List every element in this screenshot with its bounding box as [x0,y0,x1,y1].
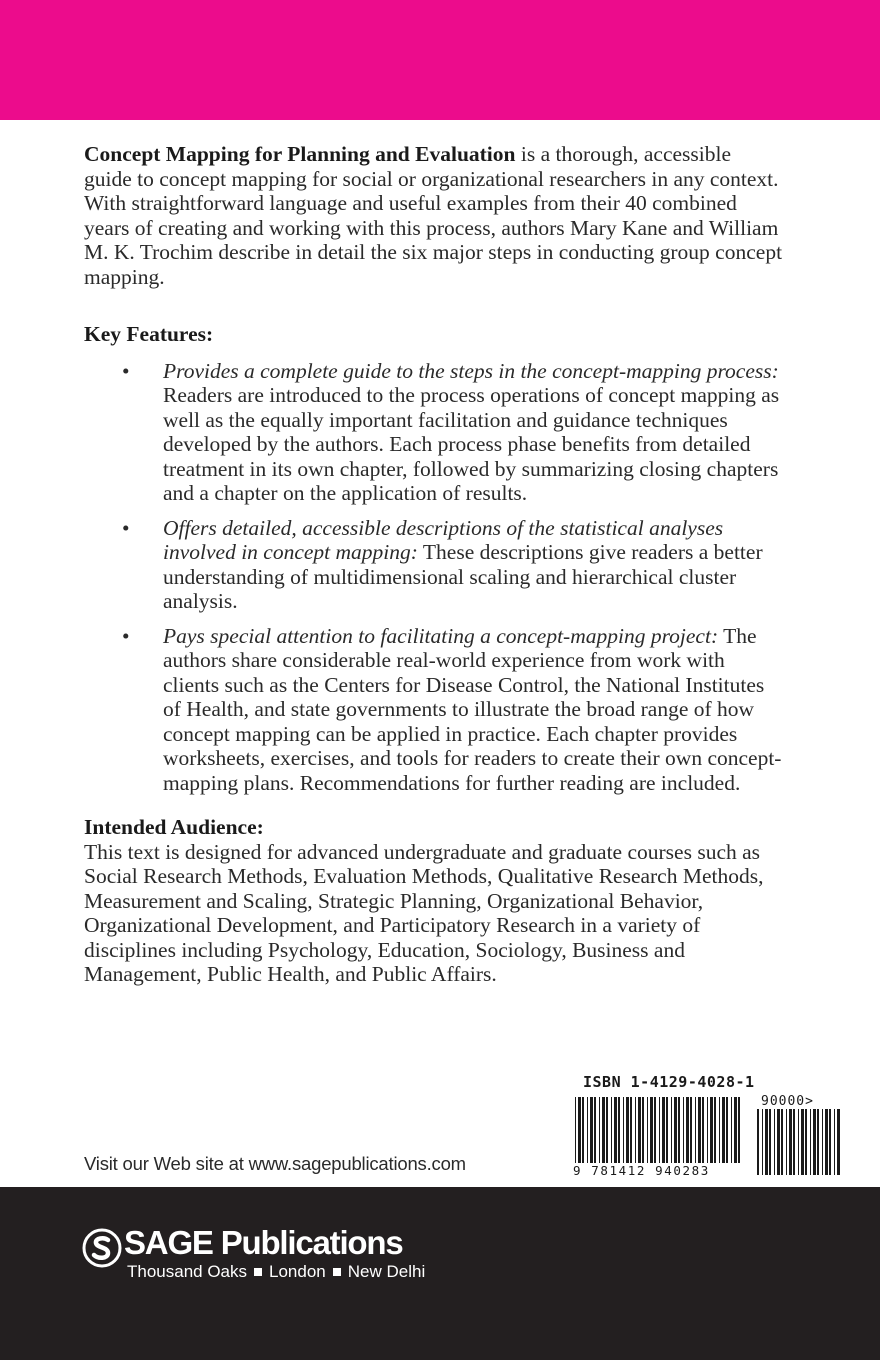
city: London [269,1262,326,1281]
feature-lead: Pays special attention to facilitating a concept-mapping project: [163,623,719,648]
cover-text [84,142,784,987]
bullet: • [122,515,130,540]
key-features-heading: Key Features: [84,322,214,346]
price-code: 90000> [761,1094,814,1109]
city: New Delhi [347,1262,426,1281]
separator-square [333,1268,341,1276]
key-features-list [84,359,784,796]
website-link[interactable]: Visit our Web site at www.sagepublications.com [84,1153,466,1174]
barcode-digits: 9 781412 940283 [573,1163,710,1178]
publisher-cities [127,1262,425,1282]
sage-logo-icon [82,1228,122,1268]
audience-paragraph: This text is designed for advanced undergraduate and graduate courses such as Social Research Methods, Evaluation Methods, Qualitative Research Methods, Measurement and Scaling, Strategic Planning, Organizational Behavior, Organizational Development, and Participatory Research in a variety of disciplines including Psychology, Education, Sociology, Business and Management, Public Health, and Public Affairs. [84,839,764,986]
barcode [575,1073,845,1183]
feature-text: These descriptions give readers a better understanding of multidimensional scaling and hierarchical cluster analysis. [163,540,763,613]
audience-heading: Intended Audience: [84,815,264,839]
feature-item [84,359,784,506]
feature-item [84,624,784,796]
separator-square [254,1268,262,1276]
bullet: • [122,358,130,383]
feature-text: Readers are introduced to the process operations of concept mapping as well as the equally important facilitation and guidance techniques developed by the authors. Each process phase benefits from detailed treatment in its own chapter, followed by summarizing closing chapters and a chapter on the application of results. [163,383,780,505]
intro-text: is a thorough, accessible guide to concept mapping for social or organizational researchers in any context. With straightforward language and useful examples from their 40 combined years of creating and working with this process, authors Mary Kane and William M. K. Trochim describe in detail the six major steps in conducting group concept mapping. [84,142,783,289]
barcode-bars-addon [757,1109,841,1175]
isbn-label: ISBN 1-4129-4028-1 [583,1073,755,1091]
bullet: • [122,623,130,648]
city: Thousand Oaks [127,1262,248,1281]
publisher-name: SAGE Publications [124,1224,403,1261]
barcode-bars-main [575,1097,745,1163]
book-title: Concept Mapping for Planning and Evaluation [84,142,516,166]
feature-lead: Offers detailed, accessible descriptions of the statistical analyses involved in concept mapping: [163,515,724,564]
intro-paragraph [84,142,784,289]
feature-text: The authors share considerable real-world experience from work with clients such as the Centers for Disease Control, the National Institutes of Health, and state governments to illustrate the broad range of how concept mapping can be applied in practice. Each chapter provides worksheets, exercises, and tools for readers to create their own concept-mapping plans. Recommendations for further reading are included. [163,623,782,795]
feature-item [84,516,784,614]
feature-lead: Provides a complete guide to the steps in the concept-mapping process: [163,358,779,383]
top-color-band [0,0,880,120]
